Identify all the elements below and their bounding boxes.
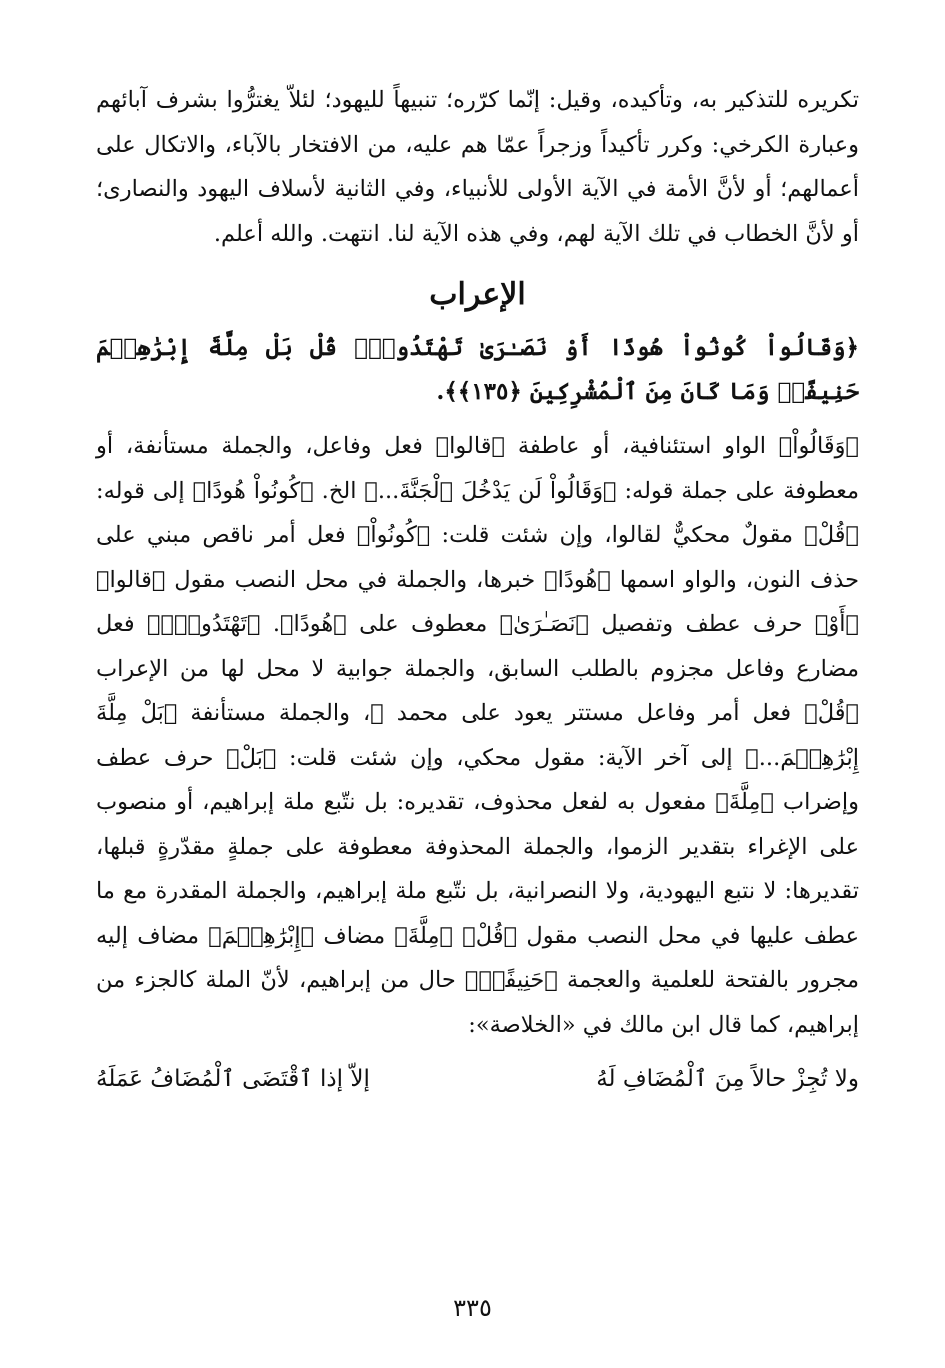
section-heading: الإعراب [429,277,526,312]
intro-paragraph: تكريره للتذكير به، وتأكيده، وقيل: إنّما كرّره؛ تنبيهاً لليهود؛ لئلاّ يغترُّوا بشرف آبائهم وعبارة الكرخي: وكرر تأكيداً وزجراً عمّا هم عليه، من الافتخار بالآباء، والاتكال على أعمالهم؛ أو لأنَّ الأمة في الآية الأولى للأنبياء، وفي الثانية لأسلاف اليهود والنصارى؛ أو لأنَّ الخطاب في تلك الآية لهم، وفي هذه الآية لنا. انتهت. والله أعلم. [96,87,859,247]
poem-first-hemistich: ولا تُجِزْ حالاً مِنَ ٱلْمُضَافِ لَهُ [596,1066,859,1092]
page-body [96,78,859,1101]
poem-line [96,1057,859,1101]
quran-verse: ﴿وَقَالُواْ كُونُواْ هُودًا أَوْ نَصَـٰرَىٰ تَهْتَدُواْۗ قُلْ بَلْ مِلَّةَ إِبْرَٰهِـۧمَ حَنِيفًاۖ وَمَا كَانَ مِنَ ٱلْمُشْرِكِينَ ﴿١٣٥﴾﴾. [96,334,859,405]
poem-second-hemistich: إلاّ إذا ٱقْتَضَى ٱلْمُضَافُ عَمَلَهُ [96,1066,370,1092]
irab-paragraph: ﴿وَقَالُواْ﴾ الواو استئنافية، أو عاطفة ﴿قالوا﴾ فعل وفاعل، والجملة مستأنفة، أو معطوفة على جملة قوله: ﴿وَقَالُواْ لَن يَدْخُلَ ٱلْجَنَّةَ...﴾ الخ. ﴿كُونُواْ هُودًا﴾ إلى قوله: ﴿قُلْ﴾ مقولٌ محكيٌّ لقالوا، وإن شئت قلت: ﴿كُونُواْ﴾ فعل أمر ناقص مبني على حذف النون، والواو اسمها ﴿هُودًا﴾ خبرها، والجملة في محل النصب مقول ﴿قالوا﴾ ﴿أَوْ﴾ حرف عطف وتفصيل ﴿نَصَـٰرَىٰ﴾ معطوف على ﴿هُودًا﴾. ﴿تَهْتَدُواْۗ﴾ فعل مضارع وفاعل مجزوم بالطلب السابق، والجملة جوابية لا محل لها من الإعراب ﴿قُلْ﴾ فعل أمر وفاعل مستتر يعود على محمد ﷺ، والجملة مستأنفة ﴿بَلْ مِلَّةَ إِبْرَٰهِـۧمَ...﴾ إلى آخر الآية: مقول محكي، وإن شئت قلت: ﴿بَلْ﴾ حرف عطف وإضراب ﴿مِلَّةَ﴾ مفعول به لفعل محذوف، تقديره: بل نتّبع ملة إبراهيم، أو منصوب على الإغراء بتقدير الزموا، والجملة المحذوفة معطوفة على جملةٍ مقدّرةٍ قبلها، تقديرها: لا نتبع اليهودية، ولا النصرانية، بل نتّبع ملة إبراهيم، والجملة المقدرة مع ما عطف عليها في محل النصب مقول ﴿قُلْ﴾ ﴿مِلَّةَ﴾ مضاف ﴿إِبْرَٰهِـۧمَ﴾ مضاف إليه مجرور بالفتحة للعلمية والعجمة ﴿حَنِيفًاۖ﴾ حال من إبراهيم، لأنّ الملة كالجزء من إبراهيم، كما قال ابن مالك في «الخلاصة»: [96,433,859,1038]
page-number: ٣٣٥ [453,1294,492,1322]
